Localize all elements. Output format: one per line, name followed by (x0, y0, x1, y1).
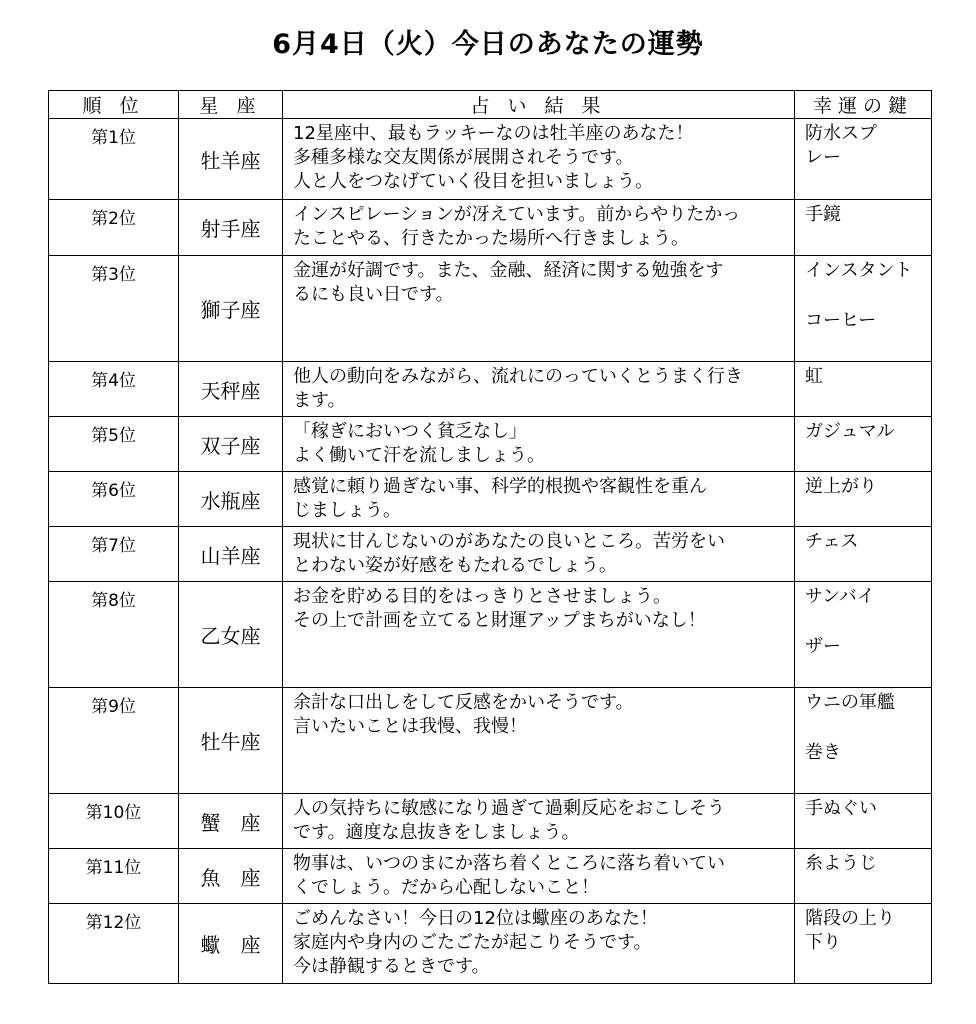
lucky-key-line: ザー (805, 636, 841, 657)
sign-cell: 蟹 座 (179, 794, 283, 849)
result-line: 家庭内や身内のごたごたが起こりそうです。 (293, 932, 652, 953)
result-line: ます。 (293, 390, 346, 411)
result-cell (283, 362, 795, 417)
lucky-key-line: コーヒー (805, 310, 877, 331)
table-row (49, 417, 932, 472)
result-line: 12星座中、最もラッキーなのは牡羊座のあなた！ (293, 123, 694, 144)
table-row (49, 200, 932, 256)
result-cell (283, 849, 795, 904)
result-line: 現状に甘んじないのがあなたの良いところ。苦労をい (293, 531, 725, 552)
sign-cell: 獅子座 (179, 256, 283, 362)
result-line: 他人の動向をみながら、流れにのっていくとうまく行き (293, 366, 743, 387)
sign-cell: 魚 座 (179, 849, 283, 904)
lucky-key-line: 防水スプ (805, 123, 877, 144)
page-title: 6月4日（火）今日のあなたの運勢 (272, 29, 704, 60)
lucky-key-cell (795, 849, 932, 904)
lucky-key-cell (795, 362, 932, 417)
result-line: インスピレーションが冴えています。前からやりたかっ (293, 204, 741, 225)
sign-cell: 牡羊座 (179, 119, 283, 200)
lucky-key-line: 虹 (805, 366, 823, 387)
sign-cell: 牡牛座 (179, 688, 283, 794)
lucky-key-cell (795, 472, 932, 527)
table-row (49, 362, 932, 417)
table-row (49, 472, 932, 527)
header-row (49, 91, 932, 119)
table-row (49, 794, 932, 849)
sign-cell: 天秤座 (179, 362, 283, 417)
lucky-key-cell (795, 200, 932, 256)
sign-cell: 乙女座 (179, 582, 283, 688)
header-sign: 星 座 (179, 91, 283, 119)
result-line: 人と人をつなげていく役目を担いましょう。 (293, 171, 653, 192)
result-cell (283, 417, 795, 472)
rank-cell: 第2位 (49, 200, 179, 256)
table-row (49, 119, 932, 200)
rank-cell: 第8位 (49, 582, 179, 688)
lucky-key-line: 手鏡 (805, 204, 841, 225)
rank-cell: 第3位 (49, 256, 179, 362)
rank-cell: 第5位 (49, 417, 179, 472)
result-line: じましょう。 (293, 500, 401, 521)
result-line: 今は静観するときです。 (293, 956, 490, 977)
result-line: 感覚に頼り過ぎない事、科学的根拠や客観性を重ん (293, 476, 707, 497)
lucky-key-line: 巻き (805, 742, 841, 763)
sign-cell: 水瓶座 (179, 472, 283, 527)
lucky-key-cell (795, 904, 932, 984)
result-line: です。適度な息抜きをしましょう。 (293, 822, 580, 843)
lucky-key-cell (795, 688, 932, 794)
lucky-key-cell (795, 119, 932, 200)
rank-cell: 第6位 (49, 472, 179, 527)
result-cell (283, 256, 795, 362)
result-line: 言いたいことは我慢、我慢！ (293, 716, 527, 737)
rank-cell: 第12位 (49, 904, 179, 984)
table-row (49, 849, 932, 904)
result-line: その上で計画を立てると財運アップまちがいなし！ (293, 610, 706, 631)
lucky-key-line: 糸ようじ (805, 853, 877, 874)
sign-cell: 蠍 座 (179, 904, 283, 984)
rank-cell: 第11位 (49, 849, 179, 904)
result-line: たことやる、行きたかった場所へ行きましょう。 (293, 228, 689, 249)
rank-cell: 第10位 (49, 794, 179, 849)
horoscope-table (48, 90, 932, 984)
result-cell (283, 904, 795, 984)
result-line: 物事は、いつのまにか落ち着くところに落ち着いてい (293, 853, 725, 874)
result-cell (283, 119, 795, 200)
lucky-key-line: サンバイ (805, 586, 875, 607)
rank-cell: 第9位 (49, 688, 179, 794)
result-cell (283, 688, 795, 794)
result-line: 余計な口出しをして反感をかいそうです。 (293, 692, 634, 713)
rank-cell: 第7位 (49, 527, 179, 582)
result-line: よく働いて汗を流しましょう。 (293, 445, 545, 466)
lucky-key-line: 逆上がり (805, 476, 877, 497)
rank-cell: 第4位 (49, 362, 179, 417)
lucky-key-line: チェス (805, 531, 859, 552)
header-rank: 順 位 (49, 91, 179, 119)
result-line: お金を貯める目的をはっきりとさせましょう。 (293, 586, 671, 607)
lucky-key-line: 階段の上り (805, 908, 895, 929)
table-row (49, 904, 932, 984)
result-line: るにも良い日です。 (293, 284, 454, 305)
lucky-key-cell (795, 527, 932, 582)
result-line: ごめんなさい！今日の12位は蠍座のあなた！ (293, 908, 658, 929)
header-result: 占 い 結 果 (283, 91, 795, 119)
lucky-key-cell (795, 256, 932, 362)
result-line: くでしょう。だから心配しないこと！ (293, 877, 599, 898)
result-cell (283, 472, 795, 527)
result-line: とわない姿が好感をもたれるでしょう。 (293, 555, 617, 576)
result-line: 人の気持ちに敏感になり過ぎて過剰反応をおこしそう (293, 798, 725, 819)
table-row (49, 688, 932, 794)
sign-cell: 山羊座 (179, 527, 283, 582)
result-cell (283, 794, 795, 849)
result-line: 多種多様な交友関係が展開されそうです。 (293, 147, 634, 168)
lucky-key-line: インスタント (805, 260, 913, 281)
lucky-key-line: 手ぬぐい (805, 798, 877, 819)
rank-cell: 第1位 (49, 119, 179, 200)
result-cell (283, 200, 795, 256)
result-cell (283, 582, 795, 688)
result-line: 「稼ぎにおいつく貧乏なし」 (293, 421, 527, 442)
sign-cell: 射手座 (179, 200, 283, 256)
lucky-key-cell (795, 582, 932, 688)
result-line: 金運が好調です。また、金融、経済に関する勉強をす (293, 260, 724, 281)
lucky-key-line: ウニの軍艦 (805, 692, 895, 713)
table-row (49, 582, 932, 688)
table-row (49, 527, 932, 582)
result-cell (283, 527, 795, 582)
lucky-key-line: 下り (805, 932, 841, 953)
sign-cell: 双子座 (179, 417, 283, 472)
header-key: 幸運の鍵 (795, 91, 932, 119)
lucky-key-line: ガジュマル (805, 421, 895, 442)
lucky-key-cell (795, 794, 932, 849)
table-row (49, 256, 932, 362)
lucky-key-line: レー (805, 147, 841, 168)
lucky-key-cell (795, 417, 932, 472)
